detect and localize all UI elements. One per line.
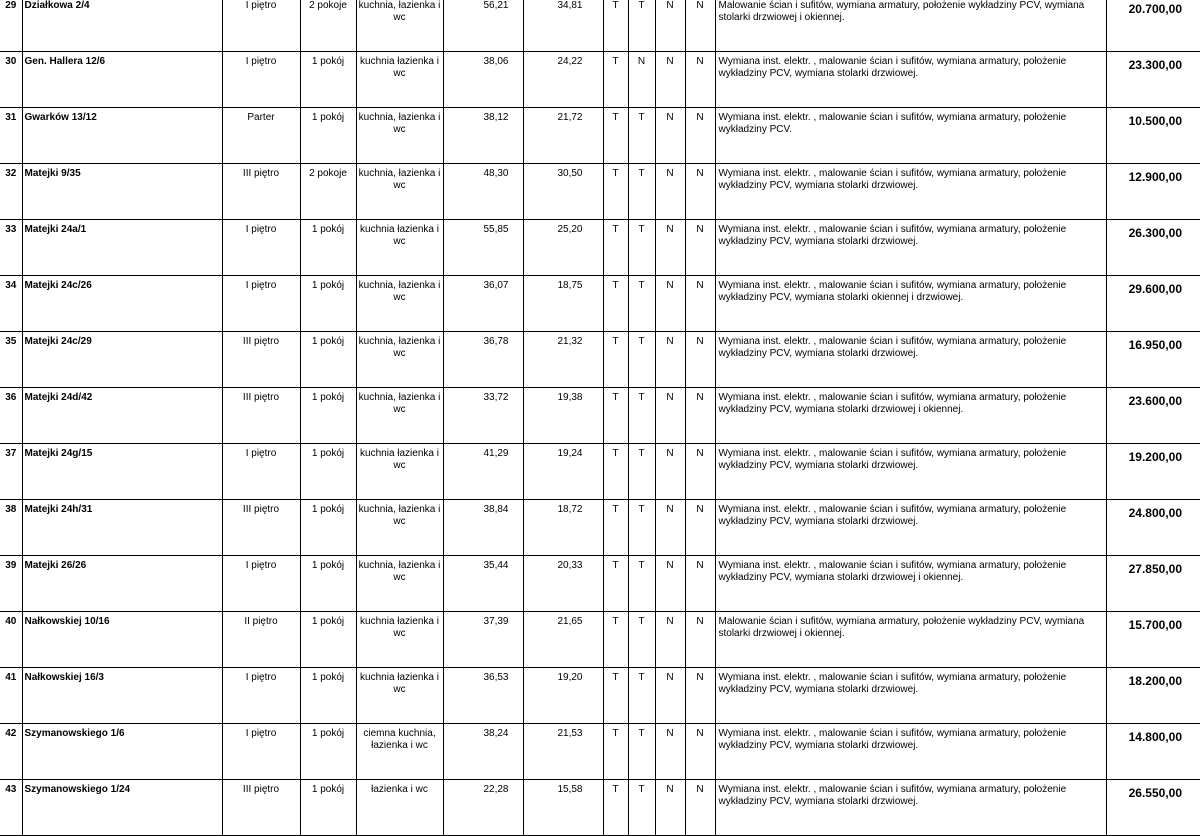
rooms-cell: 2 pokoje (300, 0, 356, 52)
row-number: 39 (0, 556, 22, 612)
kitchen-cell: kuchnia łazienka i wc (356, 220, 443, 276)
description-cell: Malowanie ścian i sufitów, wymiana armatury, położenie wykładziny PCV, wymiana stolarki drzwiowej i okiennej. (715, 0, 1106, 52)
row-number: 35 (0, 332, 22, 388)
flag-cell: N (685, 724, 715, 780)
cost-cell: 20.700,00 (1106, 0, 1200, 52)
area-usable-cell: 15,58 (523, 780, 603, 836)
rooms-cell: 1 pokój (300, 276, 356, 332)
table-row (0, 220, 1200, 276)
floor-cell: I piętro (222, 444, 300, 500)
area-total-cell: 38,24 (443, 724, 523, 780)
description-cell: Wymiana inst. elektr. , malowanie ścian i sufitów, wymiana armatury, położenie wykładziny PCV, wymiana stolarki drzwiowej i okiennej. (715, 556, 1106, 612)
flag-cell: N (685, 500, 715, 556)
rooms-cell: 1 pokój (300, 780, 356, 836)
row-number: 34 (0, 276, 22, 332)
cost-cell: 23.600,00 (1106, 388, 1200, 444)
table-row (0, 276, 1200, 332)
rooms-cell: 1 pokój (300, 388, 356, 444)
flag-cell: N (685, 612, 715, 668)
flag-cell: T (603, 556, 628, 612)
description-cell: Malowanie ścian i sufitów, wymiana armatury, położenie wykładziny PCV, wymiana stolarki drzwiowej i okiennej. (715, 612, 1106, 668)
kitchen-cell: kuchnia, łazienka i wc (356, 276, 443, 332)
flag-cell: T (603, 52, 628, 108)
area-total-cell: 41,29 (443, 444, 523, 500)
floor-cell: I piętro (222, 52, 300, 108)
flag-cell: N (685, 388, 715, 444)
area-usable-cell: 21,65 (523, 612, 603, 668)
area-total-cell: 38,84 (443, 500, 523, 556)
rooms-cell: 1 pokój (300, 108, 356, 164)
flag-cell: N (655, 780, 685, 836)
description-cell: Wymiana inst. elektr. , malowanie ścian i sufitów, wymiana armatury, położenie wykładziny PCV, wymiana stolarki okiennej i drzwiowej. (715, 276, 1106, 332)
flag-cell: N (655, 500, 685, 556)
row-number: 41 (0, 668, 22, 724)
flag-cell: T (603, 332, 628, 388)
flag-cell: N (655, 444, 685, 500)
floor-cell: III piętro (222, 780, 300, 836)
kitchen-cell: kuchnia, łazienka i wc (356, 108, 443, 164)
flag-cell: T (628, 388, 655, 444)
floor-cell: I piętro (222, 668, 300, 724)
description-cell: Wymiana inst. elektr. , malowanie ścian i sufitów, wymiana armatury, położenie wykładziny PCV. (715, 108, 1106, 164)
table-row (0, 108, 1200, 164)
flag-cell: N (685, 52, 715, 108)
table-row (0, 556, 1200, 612)
kitchen-cell: kuchnia łazienka i wc (356, 612, 443, 668)
floor-cell: I piętro (222, 276, 300, 332)
flag-cell: N (685, 220, 715, 276)
flag-cell: N (685, 444, 715, 500)
flag-cell: N (685, 164, 715, 220)
table-row (0, 0, 1200, 52)
cost-cell: 27.850,00 (1106, 556, 1200, 612)
flag-cell: N (685, 556, 715, 612)
rooms-cell: 1 pokój (300, 556, 356, 612)
flag-cell: T (628, 668, 655, 724)
description-cell: Wymiana inst. elektr. , malowanie ścian i sufitów, wymiana armatury, położenie wykładziny PCV, wymiana stolarki drzwiowej. (715, 220, 1106, 276)
flag-cell: T (628, 276, 655, 332)
flag-cell: T (603, 612, 628, 668)
cost-cell: 26.300,00 (1106, 220, 1200, 276)
table-row (0, 164, 1200, 220)
flag-cell: N (655, 108, 685, 164)
row-number: 37 (0, 444, 22, 500)
floor-cell: I piętro (222, 724, 300, 780)
row-number: 38 (0, 500, 22, 556)
cost-cell: 12.900,00 (1106, 164, 1200, 220)
rooms-cell: 1 pokój (300, 668, 356, 724)
address-cell: Matejki 24c/26 (22, 276, 222, 332)
row-number: 31 (0, 108, 22, 164)
area-usable-cell: 18,72 (523, 500, 603, 556)
kitchen-cell: łazienka i wc (356, 780, 443, 836)
address-cell: Gen. Hallera 12/6 (22, 52, 222, 108)
floor-cell: III piętro (222, 332, 300, 388)
flag-cell: N (655, 164, 685, 220)
address-cell: Matejki 24c/29 (22, 332, 222, 388)
kitchen-cell: kuchnia, łazienka i wc (356, 0, 443, 52)
description-cell: Wymiana inst. elektr. , malowanie ścian i sufitów, wymiana armatury, położenie wykładziny PCV, wymiana stolarki drzwiowej. (715, 332, 1106, 388)
flag-cell: N (685, 108, 715, 164)
flag-cell: N (655, 668, 685, 724)
area-usable-cell: 34,81 (523, 0, 603, 52)
flag-cell: N (655, 332, 685, 388)
kitchen-cell: kuchnia łazienka i wc (356, 444, 443, 500)
description-cell: Wymiana inst. elektr. , malowanie ścian i sufitów, wymiana armatury, położenie wykładziny PCV, wymiana stolarki drzwiowej. (715, 500, 1106, 556)
area-usable-cell: 19,20 (523, 668, 603, 724)
area-total-cell: 38,12 (443, 108, 523, 164)
table-row (0, 388, 1200, 444)
description-cell: Wymiana inst. elektr. , malowanie ścian i sufitów, wymiana armatury, położenie wykładziny PCV, wymiana stolarki drzwiowej. (715, 780, 1106, 836)
rooms-cell: 1 pokój (300, 220, 356, 276)
area-usable-cell: 21,72 (523, 108, 603, 164)
flag-cell: T (628, 220, 655, 276)
cost-cell: 26.550,00 (1106, 780, 1200, 836)
area-total-cell: 33,72 (443, 388, 523, 444)
area-usable-cell: 19,38 (523, 388, 603, 444)
table-row (0, 444, 1200, 500)
address-cell: Nałkowskiej 16/3 (22, 668, 222, 724)
floor-cell: Parter (222, 108, 300, 164)
table-row (0, 332, 1200, 388)
row-number: 30 (0, 52, 22, 108)
area-total-cell: 48,30 (443, 164, 523, 220)
flag-cell: N (685, 276, 715, 332)
address-cell: Matejki 9/35 (22, 164, 222, 220)
flag-cell: N (655, 556, 685, 612)
kitchen-cell: kuchnia łazienka i wc (356, 52, 443, 108)
flag-cell: T (603, 444, 628, 500)
flag-cell: N (685, 780, 715, 836)
floor-cell: I piętro (222, 220, 300, 276)
floor-cell: III piętro (222, 388, 300, 444)
cost-cell: 23.300,00 (1106, 52, 1200, 108)
cost-cell: 10.500,00 (1106, 108, 1200, 164)
rooms-cell: 1 pokój (300, 500, 356, 556)
area-total-cell: 38,06 (443, 52, 523, 108)
row-number: 36 (0, 388, 22, 444)
flag-cell: T (628, 500, 655, 556)
description-cell: Wymiana inst. elektr. , malowanie ścian i sufitów, wymiana armatury, położenie wykładziny PCV, wymiana stolarki drzwiowej. (715, 444, 1106, 500)
area-usable-cell: 24,22 (523, 52, 603, 108)
address-cell: Działkowa 2/4 (22, 0, 222, 52)
table-row (0, 612, 1200, 668)
flag-cell: T (603, 276, 628, 332)
flag-cell: N (685, 0, 715, 52)
description-cell: Wymiana inst. elektr. , malowanie ścian i sufitów, wymiana armatury, położenie wykładziny PCV, wymiana stolarki drzwiowej. (715, 52, 1106, 108)
kitchen-cell: kuchnia, łazienka i wc (356, 500, 443, 556)
table-row (0, 500, 1200, 556)
flag-cell: T (628, 332, 655, 388)
area-usable-cell: 21,53 (523, 724, 603, 780)
area-usable-cell: 25,20 (523, 220, 603, 276)
address-cell: Nałkowskiej 10/16 (22, 612, 222, 668)
description-cell: Wymiana inst. elektr. , malowanie ścian i sufitów, wymiana armatury, położenie wykładziny PCV, wymiana stolarki drzwiowej. (715, 668, 1106, 724)
flag-cell: T (603, 0, 628, 52)
address-cell: Matejki 26/26 (22, 556, 222, 612)
flag-cell: N (655, 388, 685, 444)
flag-cell: T (628, 556, 655, 612)
flag-cell: T (628, 612, 655, 668)
row-number: 42 (0, 724, 22, 780)
area-total-cell: 55,85 (443, 220, 523, 276)
rooms-cell: 1 pokój (300, 724, 356, 780)
flag-cell: N (655, 0, 685, 52)
flag-cell: T (603, 220, 628, 276)
flag-cell: T (628, 108, 655, 164)
address-cell: Szymanowskiego 1/24 (22, 780, 222, 836)
floor-cell: II piętro (222, 612, 300, 668)
flag-cell: T (628, 444, 655, 500)
kitchen-cell: kuchnia, łazienka i wc (356, 388, 443, 444)
floor-cell: I piętro (222, 0, 300, 52)
area-usable-cell: 19,24 (523, 444, 603, 500)
cost-cell: 14.800,00 (1106, 724, 1200, 780)
table-row (0, 780, 1200, 836)
description-cell: Wymiana inst. elektr. , malowanie ścian i sufitów, wymiana armatury, położenie wykładziny PCV, wymiana stolarki drzwiowej. (715, 164, 1106, 220)
flag-cell: T (603, 668, 628, 724)
area-total-cell: 37,39 (443, 612, 523, 668)
flag-cell: N (655, 220, 685, 276)
floor-cell: III piętro (222, 164, 300, 220)
cost-cell: 19.200,00 (1106, 444, 1200, 500)
area-total-cell: 35,44 (443, 556, 523, 612)
flag-cell: T (603, 388, 628, 444)
flag-cell: N (655, 52, 685, 108)
kitchen-cell: kuchnia, łazienka i wc (356, 556, 443, 612)
table-row (0, 668, 1200, 724)
rooms-cell: 1 pokój (300, 444, 356, 500)
address-cell: Gwarków 13/12 (22, 108, 222, 164)
flag-cell: T (628, 780, 655, 836)
cost-cell: 16.950,00 (1106, 332, 1200, 388)
flag-cell: T (628, 164, 655, 220)
flag-cell: T (603, 108, 628, 164)
flag-cell: N (655, 276, 685, 332)
kitchen-cell: kuchnia, łazienka i wc (356, 164, 443, 220)
table-row (0, 52, 1200, 108)
flag-cell: T (603, 780, 628, 836)
table-row (0, 724, 1200, 780)
kitchen-cell: kuchnia łazienka i wc (356, 668, 443, 724)
kitchen-cell: ciemna kuchnia, łazienka i wc (356, 724, 443, 780)
area-usable-cell: 30,50 (523, 164, 603, 220)
rooms-cell: 1 pokój (300, 52, 356, 108)
row-number: 40 (0, 612, 22, 668)
flag-cell: T (628, 724, 655, 780)
cost-cell: 15.700,00 (1106, 612, 1200, 668)
cost-cell: 24.800,00 (1106, 500, 1200, 556)
flag-cell: N (685, 332, 715, 388)
flag-cell: T (603, 724, 628, 780)
area-usable-cell: 18,75 (523, 276, 603, 332)
rooms-cell: 2 pokoje (300, 164, 356, 220)
row-number: 29 (0, 0, 22, 52)
rooms-cell: 1 pokój (300, 612, 356, 668)
address-cell: Matejki 24h/31 (22, 500, 222, 556)
address-cell: Matejki 24a/1 (22, 220, 222, 276)
flag-cell: N (628, 52, 655, 108)
address-cell: Matejki 24d/42 (22, 388, 222, 444)
area-total-cell: 36,78 (443, 332, 523, 388)
address-cell: Szymanowskiego 1/6 (22, 724, 222, 780)
cost-cell: 29.600,00 (1106, 276, 1200, 332)
flag-cell: T (603, 500, 628, 556)
flag-cell: T (603, 164, 628, 220)
cost-cell: 18.200,00 (1106, 668, 1200, 724)
flag-cell: T (628, 0, 655, 52)
rooms-cell: 1 pokój (300, 332, 356, 388)
floor-cell: I piętro (222, 556, 300, 612)
floor-cell: III piętro (222, 500, 300, 556)
row-number: 32 (0, 164, 22, 220)
row-number: 33 (0, 220, 22, 276)
area-total-cell: 22,28 (443, 780, 523, 836)
kitchen-cell: kuchnia, łazienka i wc (356, 332, 443, 388)
area-usable-cell: 20,33 (523, 556, 603, 612)
description-cell: Wymiana inst. elektr. , malowanie ścian i sufitów, wymiana armatury, położenie wykładziny PCV, wymiana stolarki drzwiowej. (715, 724, 1106, 780)
flag-cell: N (655, 724, 685, 780)
description-cell: Wymiana inst. elektr. , malowanie ścian i sufitów, wymiana armatury, położenie wykładziny PCV, wymiana stolarki drzwiowej i okiennej. (715, 388, 1106, 444)
address-cell: Matejki 24g/15 (22, 444, 222, 500)
row-number: 43 (0, 780, 22, 836)
area-total-cell: 36,07 (443, 276, 523, 332)
flag-cell: N (685, 668, 715, 724)
area-usable-cell: 21,32 (523, 332, 603, 388)
area-total-cell: 36,53 (443, 668, 523, 724)
flag-cell: N (655, 612, 685, 668)
area-total-cell: 56,21 (443, 0, 523, 52)
